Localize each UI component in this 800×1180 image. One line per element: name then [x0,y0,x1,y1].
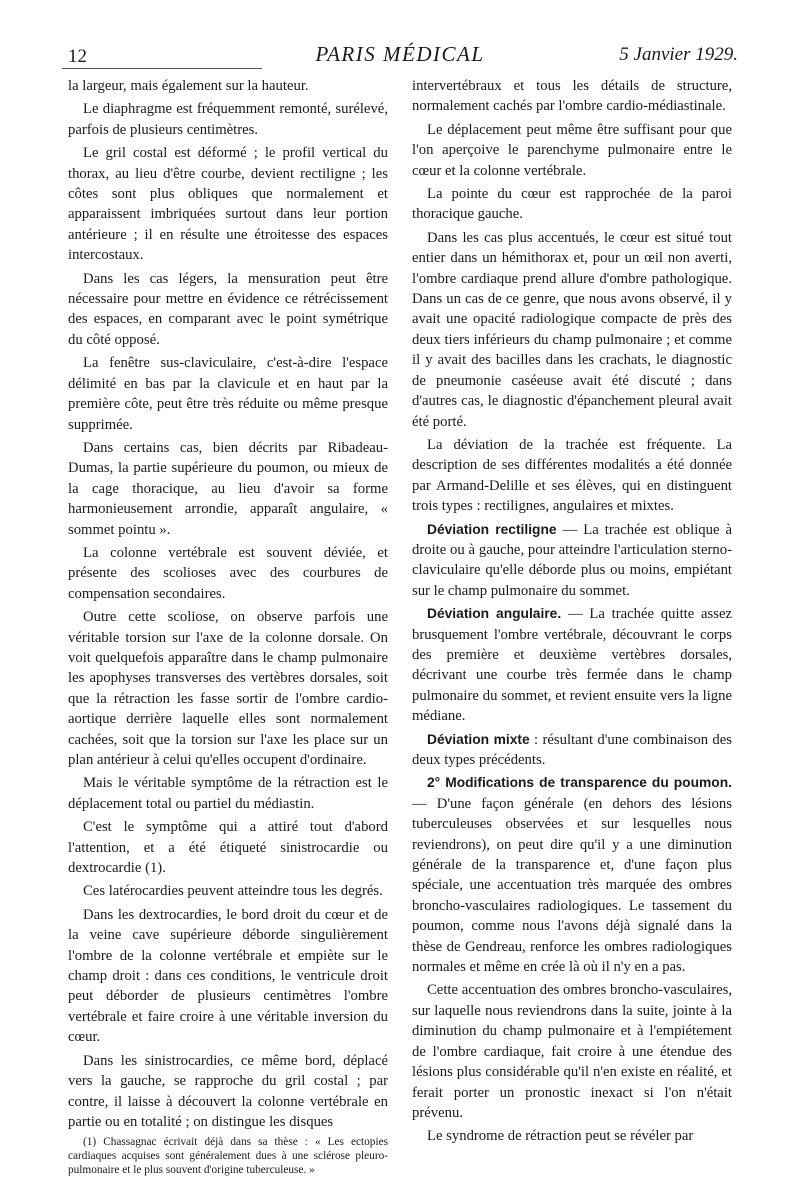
paragraph-text: — La trachée est oblique à droite ou à gauche, pour atteindre l'articulation sterno-claviculaire qu'elle déborde plus ou moins, empiétant sur le champ pulmonaire du sommet. [412,521,732,599]
paragraph: Mais le véritable symptôme de la rétraction est le déplacement total ou partiel du médiastin. [68,775,388,812]
paragraph: Dans les cas légers, la mensuration peut être nécessaire pour mettre en évidence ce rétrécissement des espaces, en comparant avec le point symétrique du côté opposé. [68,270,388,348]
paragraph: Le syndrome de rétraction peut se révéler par [427,1128,694,1145]
paragraph: Le déplacement peut même être suffisant pour que l'on aperçoive le parenchyme pulmonaire entre le cœur et la colonne vertébrale. [412,121,732,179]
subheading: Déviation mixte [427,731,530,747]
paragraph-text: — La trachée quitte assez brusquement l'ombre vertébrale, découvrant le corps des première et deuxième vertèbres dorsales, décrivant une courbe très fermée dans le champ pulmonaire du sommet, et revient ensuite vers la ligne médiane. [412,606,732,725]
header-rule [62,68,262,69]
page-number: 12 [68,46,87,67]
section-heading: 2° Modifications de transparence du poumon. [427,775,732,791]
paragraph: Dans les dextrocardies, le bord droit du cœur et de la veine cave supérieure déborde singulièrement l'ombre de la colonne vertébrale et empiète sur le champ droit : dans ces conditions, le ventricule droit peut déborder de plusieurs centimètres l'ombre vertébrale et faire croire à une véritable inversion du cœur. [68,906,388,1046]
paragraph: La colonne vertébrale est souvent déviée, et présente des scolioses avec des courbures de compensation secondaires. [68,544,388,602]
journal-title: PARIS MÉDICAL [315,42,485,66]
paragraph [412,520,732,602]
paragraph: Cette accentuation des ombres broncho-vasculaires, sur laquelle nous reviendrons dans la suite, jointe à la diminution du champ pulmonaire et à l'empiétement de l'ombre cardiaque, fait croire à une étendue des lésions plus considérable qu'il n'en existe en réalité, et ferait porter un pronostic inexact si l'on n'était prévenu. [412,982,732,1121]
footnote: (1) Chassagnac écrivait déjà dans sa thèse : « Les ectopies cardiaques acquises sont généralement dues à une sclérose pleuro-pulmonaire et le plus souvent d'origine tuberculeuse. » [68,1136,388,1177]
paragraph: la largeur, mais également sur la hauteur. [68,78,309,94]
paragraph: Ces latérocardies peuvent atteindre tous les degrés. [83,883,383,900]
subheading: Déviation angulaire. [427,606,562,622]
paragraph: C'est le symptôme qui a attiré tout d'abord l'attention, et a été étiqueté sinistrocardie ou dextrocardie (1). [68,819,388,877]
paragraph: Dans les cas plus accentués, le cœur est situé tout entier dans un hémithorax et, pour un œil non averti, l'ombre cardiaque prend allure d'ombre pathologique. Dans un cas de ce genre, que nous avons observé, il y avait une opacité radiologique compacte de près des deux tiers inférieurs du champ pulmonaire ; et comme il y avait des bacilles dans les crachats, le diagnostic de pneumonie caséeuse avait été discuté ; dans d'autres cas, le diagnostic d'épanchement pleural avait été porté. [412,229,732,430]
paragraph [412,730,732,771]
paragraph: Dans certains cas, bien décrits par Ribadeau-Dumas, la partie supérieure du poumon, ou mieux de la cage thoracique, au lieu d'avoir sa forme harmonieusement arrondie, apparaît angulaire, « sommet pointu ». [68,439,388,538]
paragraph: La pointe du cœur est rapprochée de la paroi thoracique gauche. [412,186,732,223]
left-column [68,76,388,1180]
right-column [412,76,732,1150]
paragraph: Le diaphragme est fréquemment remonté, surélevé, parfois de plusieurs centimètres. [68,101,388,138]
paragraph: Outre cette scoliose, on observe parfois une véritable torsion sur l'axe de la colonne dorsale. On voit quelquefois apparaître dans le champ pulmonaire les apophyses transverses des vertèbres dorsales, soit que la rétraction les fasse sortir de l'ombre cardio-aortique derrière laquelle elles sont normalement cachées, soit que la torsion sur l'axe les place sur un plan antérieur à celui qu'elles occupent d'ordinaire. [68,609,388,768]
subheading: Déviation rectiligne [427,521,557,537]
paragraph [412,604,732,726]
paragraph: La déviation de la trachée est fréquente. La description de ses différentes modalités a été donnée par Armand-Delille et ses élèves, qui en distinguent trois types : rectilignes, angulaires et mixtes. [412,436,732,515]
paragraph-text: — D'une façon générale (en dehors des lésions tuberculeuses observées et sur lesquelles nous reviendrons), on peut dire qu'il y a une diminution générale de la transparence et, d'une façon plus spéciale, une accentuation très marquée des ombres broncho-vasculaires radiologiques. Le tassement du poumon, comme nous l'avons déjà signalé dans la thèse de Gendreau, renforce les ombres radiologiques normales et même en crée là où il n'y en a pas. [412,795,732,976]
paragraph: Dans les sinistrocardies, ce même bord, déplacé vers la gauche, se rapproche du gril costal ; par contre, il laisse à découvert la colonne vertébrale en partie ou en totalité ; on distingue les disques [68,1052,388,1130]
page-header [62,38,738,72]
paragraph: Le gril costal est déformé ; le profil vertical du thorax, au lieu d'être courbe, devient rectiligne ; les côtes sont plus obliques que normalement et apparaissent imbriquées surtout dans leur portion antérieure ; il en résulte une étroitesse des espaces intercostaux. [68,145,388,264]
paragraph [412,773,732,977]
issue-date: 5 Janvier 1929. [619,44,738,65]
paragraph-text: : résultant d'une combinaison des deux types précédents. [412,731,732,768]
paragraph: intervertébraux et tous les détails de structure, normalement cachés par l'ombre cardio-médiastinale. [412,78,732,115]
paragraph: La fenêtre sus-claviculaire, c'est-à-dire l'espace délimité en bas par la clavicule et en haut par la première côte, peut être très réduite ou même presque supprimée. [68,355,388,433]
